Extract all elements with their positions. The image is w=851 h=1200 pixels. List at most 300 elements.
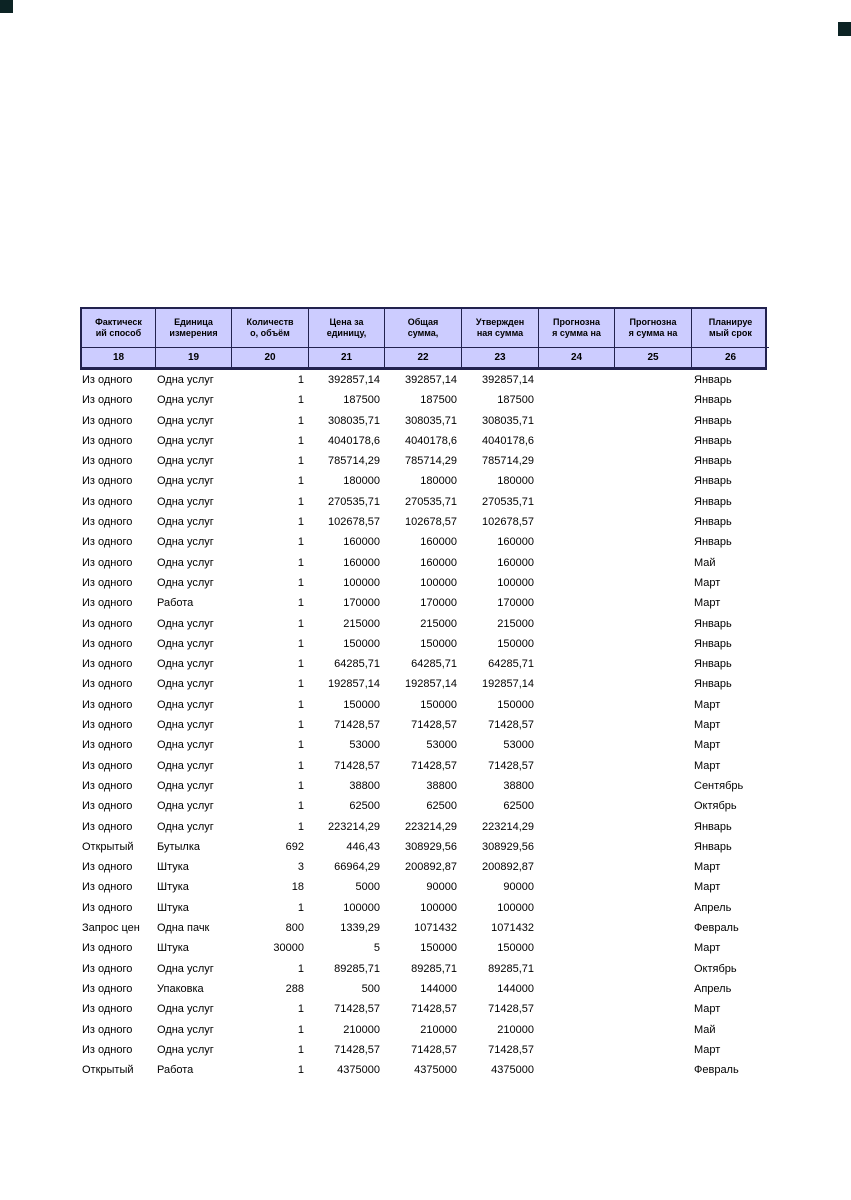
column-number: 23 bbox=[462, 348, 539, 367]
cell-forecast-sum-24 bbox=[537, 837, 613, 857]
cell-method: Из одного bbox=[82, 637, 133, 650]
cell-method: Из одного bbox=[82, 678, 133, 691]
column-header-line2: ий способ bbox=[95, 328, 142, 338]
cell-approved-sum: 150000 bbox=[497, 637, 534, 650]
table-header bbox=[80, 307, 767, 370]
table-row bbox=[80, 634, 767, 654]
cell-forecast-sum-25 bbox=[613, 695, 690, 715]
cell-unit-price: 66964,29 bbox=[334, 861, 380, 874]
column-header bbox=[82, 309, 156, 348]
cell-forecast-sum-24 bbox=[537, 593, 613, 613]
table-row bbox=[80, 695, 767, 715]
cell-quantity: 288 bbox=[285, 982, 304, 995]
cell-planned-month: Май bbox=[694, 556, 716, 569]
cell-planned-month: Январь bbox=[694, 678, 732, 691]
cell-quantity: 1 bbox=[297, 658, 304, 671]
cell-total-sum: 160000 bbox=[420, 536, 457, 549]
cell-forecast-sum-25 bbox=[613, 614, 690, 634]
cell-unit-of-measure: Одна услуг bbox=[157, 739, 214, 752]
cell-forecast-sum-24 bbox=[537, 532, 613, 552]
table-row bbox=[80, 776, 767, 796]
table-row bbox=[80, 1060, 767, 1080]
cell-planned-month: Март bbox=[694, 698, 721, 711]
column-header bbox=[232, 309, 309, 348]
cell-method: Из одного bbox=[82, 1023, 133, 1036]
cell-quantity: 1 bbox=[297, 719, 304, 732]
cell-approved-sum: 210000 bbox=[497, 1023, 534, 1036]
cell-unit-of-measure: Бутылка bbox=[157, 840, 201, 853]
cell-unit-of-measure: Одна услуг bbox=[157, 800, 214, 813]
cell-unit-price: 308035,71 bbox=[328, 414, 380, 427]
cell-forecast-sum-24 bbox=[537, 1040, 613, 1060]
column-header-line2: сумма, bbox=[407, 328, 439, 338]
cell-unit-price: 62500 bbox=[349, 800, 380, 813]
cell-planned-month: Январь bbox=[694, 475, 732, 488]
cell-total-sum: 192857,14 bbox=[405, 678, 457, 691]
cell-unit-of-measure: Одна услуг bbox=[157, 495, 214, 508]
column-number: 24 bbox=[539, 348, 615, 367]
cell-forecast-sum-25 bbox=[613, 512, 690, 532]
cell-quantity: 1 bbox=[297, 901, 304, 914]
table-row bbox=[80, 370, 767, 390]
cell-unit-of-measure: Одна услуг bbox=[157, 434, 214, 447]
column-header bbox=[615, 309, 692, 348]
cell-unit-of-measure: Работа bbox=[157, 1064, 194, 1077]
cell-method: Из одного bbox=[82, 455, 133, 468]
cell-forecast-sum-24 bbox=[537, 898, 613, 918]
cell-approved-sum: 150000 bbox=[497, 698, 534, 711]
cell-quantity: 3 bbox=[297, 861, 304, 874]
cell-planned-month: Сентябрь bbox=[694, 779, 744, 792]
cell-unit-price: 102678,57 bbox=[328, 516, 380, 529]
cell-quantity: 1 bbox=[297, 394, 304, 407]
column-number: 26 bbox=[724, 352, 737, 363]
column-header-line1: Прогнозна bbox=[629, 317, 677, 327]
cell-planned-month: Март bbox=[694, 1003, 721, 1016]
cell-forecast-sum-25 bbox=[613, 756, 690, 776]
cell-method: Из одного bbox=[82, 861, 133, 874]
table-row bbox=[80, 938, 767, 958]
cell-planned-month: Январь bbox=[694, 820, 732, 833]
cell-method: Из одного bbox=[82, 536, 133, 549]
cell-unit-price: 192857,14 bbox=[328, 678, 380, 691]
cell-total-sum: 4375000 bbox=[414, 1064, 457, 1077]
cell-forecast-sum-24 bbox=[537, 654, 613, 674]
cell-planned-month: Апрель bbox=[694, 982, 732, 995]
cell-approved-sum: 100000 bbox=[497, 901, 534, 914]
cell-approved-sum: 71428,57 bbox=[488, 1003, 534, 1016]
table-row bbox=[80, 451, 767, 471]
cell-forecast-sum-25 bbox=[613, 817, 690, 837]
cell-unit-of-measure: Упаковка bbox=[157, 982, 204, 995]
cell-quantity: 1 bbox=[297, 455, 304, 468]
cell-total-sum: 89285,71 bbox=[411, 962, 457, 975]
cell-method: Из одного bbox=[82, 556, 133, 569]
cell-approved-sum: 53000 bbox=[503, 739, 534, 752]
cell-method: Из одного bbox=[82, 1003, 133, 1016]
cell-approved-sum: 785714,29 bbox=[482, 455, 534, 468]
cell-forecast-sum-24 bbox=[537, 411, 613, 431]
cell-unit-of-measure: Одна услуг bbox=[157, 455, 214, 468]
cell-unit-of-measure: Штука bbox=[157, 901, 189, 914]
table-row bbox=[80, 898, 767, 918]
cell-unit-price: 270535,71 bbox=[328, 495, 380, 508]
cell-forecast-sum-25 bbox=[613, 898, 690, 918]
cell-method: Из одного bbox=[82, 414, 133, 427]
table-row bbox=[80, 532, 767, 552]
table-row bbox=[80, 471, 767, 491]
cell-forecast-sum-24 bbox=[537, 695, 613, 715]
column-header-line1: Планируе bbox=[708, 317, 753, 327]
cell-approved-sum: 144000 bbox=[497, 982, 534, 995]
column-header-line2: мый срок bbox=[709, 328, 752, 338]
table-row bbox=[80, 1040, 767, 1060]
cell-forecast-sum-24 bbox=[537, 492, 613, 512]
cell-approved-sum: 90000 bbox=[503, 881, 534, 894]
cell-approved-sum: 270535,71 bbox=[482, 495, 534, 508]
cell-unit-of-measure: Штука bbox=[157, 942, 189, 955]
cell-unit-of-measure: Одна услуг bbox=[157, 536, 214, 549]
cell-approved-sum: 215000 bbox=[497, 617, 534, 630]
cell-forecast-sum-24 bbox=[537, 959, 613, 979]
cell-quantity: 1 bbox=[297, 1003, 304, 1016]
cell-approved-sum: 71428,57 bbox=[488, 719, 534, 732]
table-row bbox=[80, 390, 767, 410]
cell-quantity: 1 bbox=[297, 576, 304, 589]
cell-unit-of-measure: Одна услуг bbox=[157, 962, 214, 975]
cell-unit-of-measure: Одна услуг bbox=[157, 516, 214, 529]
column-header-line2: единицу, bbox=[326, 328, 367, 338]
cell-total-sum: 71428,57 bbox=[411, 719, 457, 732]
cell-forecast-sum-25 bbox=[613, 593, 690, 613]
cell-method: Открытый bbox=[82, 840, 134, 853]
cell-forecast-sum-24 bbox=[537, 471, 613, 491]
column-header-line1: Общая bbox=[407, 317, 439, 327]
table-row bbox=[80, 959, 767, 979]
cell-quantity: 1 bbox=[297, 820, 304, 833]
cell-method: Из одного bbox=[82, 597, 133, 610]
cell-unit-of-measure: Штука bbox=[157, 881, 189, 894]
cell-quantity: 1 bbox=[297, 434, 304, 447]
cell-forecast-sum-24 bbox=[537, 1020, 613, 1040]
procurement-table bbox=[80, 307, 767, 1080]
cell-unit-price: 392857,14 bbox=[328, 374, 380, 386]
cell-forecast-sum-25 bbox=[613, 1020, 690, 1040]
cell-unit-price: 4375000 bbox=[337, 1064, 380, 1077]
cell-method: Запрос цен bbox=[82, 922, 140, 935]
cell-forecast-sum-25 bbox=[613, 471, 690, 491]
cell-forecast-sum-25 bbox=[613, 370, 690, 390]
cell-method: Из одного bbox=[82, 779, 133, 792]
table-row bbox=[80, 492, 767, 512]
cell-total-sum: 71428,57 bbox=[411, 759, 457, 772]
cell-forecast-sum-24 bbox=[537, 573, 613, 593]
cell-planned-month: Январь bbox=[694, 455, 732, 468]
corner-mark-top-left bbox=[0, 0, 13, 13]
cell-unit-price: 53000 bbox=[349, 739, 380, 752]
table-row bbox=[80, 715, 767, 735]
cell-unit-price: 180000 bbox=[343, 475, 380, 488]
cell-unit-of-measure: Работа bbox=[157, 597, 194, 610]
cell-unit-price: 71428,57 bbox=[334, 759, 380, 772]
cell-unit-price: 223214,29 bbox=[328, 820, 380, 833]
cell-method: Из одного bbox=[82, 982, 133, 995]
cell-unit-of-measure: Одна услуг bbox=[157, 475, 214, 488]
cell-unit-of-measure: Одна услуг bbox=[157, 759, 214, 772]
cell-unit-price: 71428,57 bbox=[334, 1003, 380, 1016]
cell-forecast-sum-24 bbox=[537, 553, 613, 573]
column-number: 18 bbox=[82, 348, 156, 367]
table-row bbox=[80, 979, 767, 999]
cell-unit-price: 785714,29 bbox=[328, 455, 380, 468]
cell-approved-sum: 71428,57 bbox=[488, 759, 534, 772]
cell-forecast-sum-25 bbox=[613, 553, 690, 573]
column-header-line2: ная сумма bbox=[476, 328, 524, 338]
cell-quantity: 18 bbox=[291, 881, 304, 894]
cell-total-sum: 150000 bbox=[420, 942, 457, 955]
cell-unit-price: 1339,29 bbox=[340, 922, 380, 935]
cell-forecast-sum-24 bbox=[537, 390, 613, 410]
table-row bbox=[80, 512, 767, 532]
cell-method: Открытый bbox=[82, 1064, 134, 1077]
table-row bbox=[80, 654, 767, 674]
cell-forecast-sum-24 bbox=[537, 817, 613, 837]
cell-approved-sum: 4375000 bbox=[491, 1064, 534, 1077]
cell-unit-of-measure: Одна услуг bbox=[157, 719, 214, 732]
cell-forecast-sum-25 bbox=[613, 918, 690, 938]
column-number: 22 bbox=[385, 348, 462, 367]
cell-unit-price: 64285,71 bbox=[334, 658, 380, 671]
column-header-line1: Утвержден bbox=[475, 317, 525, 327]
column-number: 25 bbox=[615, 348, 692, 367]
cell-unit-of-measure: Одна услуг bbox=[157, 1023, 214, 1036]
cell-quantity: 692 bbox=[285, 840, 304, 853]
cell-forecast-sum-24 bbox=[537, 674, 613, 694]
cell-unit-of-measure: Одна услуг bbox=[157, 678, 214, 691]
cell-forecast-sum-24 bbox=[537, 370, 613, 390]
cell-quantity: 1 bbox=[297, 495, 304, 508]
cell-planned-month: Январь bbox=[694, 434, 732, 447]
column-header bbox=[309, 309, 385, 348]
column-header bbox=[692, 309, 769, 348]
table-row bbox=[80, 837, 767, 857]
cell-total-sum: 90000 bbox=[426, 881, 457, 894]
cell-total-sum: 100000 bbox=[420, 901, 457, 914]
cell-method: Из одного bbox=[82, 516, 133, 529]
cell-forecast-sum-25 bbox=[613, 634, 690, 654]
table-row bbox=[80, 796, 767, 816]
cell-approved-sum: 192857,14 bbox=[482, 678, 534, 691]
cell-planned-month: Май bbox=[694, 1023, 716, 1036]
column-header bbox=[385, 309, 462, 348]
table-row bbox=[80, 817, 767, 837]
cell-quantity: 1 bbox=[297, 536, 304, 549]
cell-unit-price: 500 bbox=[361, 982, 380, 995]
cell-quantity: 1 bbox=[297, 779, 304, 792]
cell-total-sum: 308929,56 bbox=[405, 840, 457, 853]
corner-mark-right bbox=[838, 22, 851, 36]
cell-quantity: 1 bbox=[297, 414, 304, 427]
cell-quantity: 1 bbox=[297, 678, 304, 691]
cell-forecast-sum-24 bbox=[537, 1060, 613, 1080]
column-header-line1: Фактическ bbox=[95, 317, 142, 327]
cell-total-sum: 4040178,6 bbox=[405, 434, 457, 447]
cell-approved-sum: 160000 bbox=[497, 556, 534, 569]
cell-unit-of-measure: Одна услуг bbox=[157, 637, 214, 650]
cell-unit-of-measure: Одна услуг bbox=[157, 658, 214, 671]
cell-unit-price: 5 bbox=[373, 942, 380, 955]
cell-planned-month: Январь bbox=[694, 516, 732, 529]
cell-unit-of-measure: Одна услуг bbox=[157, 556, 214, 569]
cell-unit-of-measure: Штука bbox=[157, 861, 189, 874]
cell-method: Из одного bbox=[82, 475, 133, 488]
cell-planned-month: Март bbox=[694, 597, 721, 610]
cell-total-sum: 102678,57 bbox=[405, 516, 457, 529]
cell-planned-month: Январь bbox=[694, 658, 732, 671]
cell-method: Из одного bbox=[82, 1043, 133, 1056]
cell-quantity: 1 bbox=[297, 739, 304, 752]
cell-quantity: 1 bbox=[297, 1023, 304, 1036]
table-row bbox=[80, 857, 767, 877]
cell-approved-sum: 38800 bbox=[503, 779, 534, 792]
cell-quantity: 1 bbox=[297, 556, 304, 569]
column-header bbox=[539, 309, 615, 348]
cell-forecast-sum-25 bbox=[613, 796, 690, 816]
column-header-line1: Прогнозна bbox=[553, 317, 600, 327]
cell-unit-price: 150000 bbox=[343, 698, 380, 711]
table-body bbox=[80, 370, 767, 1080]
cell-planned-month: Апрель bbox=[694, 901, 732, 914]
column-header-line2: о, объём bbox=[250, 328, 290, 338]
cell-unit-price: 89285,71 bbox=[334, 962, 380, 975]
cell-approved-sum: 187500 bbox=[497, 394, 534, 407]
cell-unit-price: 150000 bbox=[343, 637, 380, 650]
cell-quantity: 1 bbox=[297, 374, 304, 386]
cell-forecast-sum-25 bbox=[613, 999, 690, 1019]
cell-method: Из одного bbox=[82, 800, 133, 813]
cell-planned-month: Январь bbox=[694, 617, 732, 630]
cell-total-sum: 187500 bbox=[420, 394, 457, 407]
cell-forecast-sum-24 bbox=[537, 715, 613, 735]
cell-quantity: 30000 bbox=[273, 942, 304, 955]
cell-total-sum: 392857,14 bbox=[405, 374, 457, 386]
table-row bbox=[80, 918, 767, 938]
cell-unit-of-measure: Одна услуг bbox=[157, 394, 214, 407]
cell-planned-month: Март bbox=[694, 1043, 721, 1056]
cell-total-sum: 270535,71 bbox=[405, 495, 457, 508]
cell-approved-sum: 180000 bbox=[497, 475, 534, 488]
cell-unit-price: 100000 bbox=[343, 576, 380, 589]
cell-planned-month: Март bbox=[694, 759, 721, 772]
table-row bbox=[80, 573, 767, 593]
cell-forecast-sum-24 bbox=[537, 634, 613, 654]
cell-forecast-sum-25 bbox=[613, 532, 690, 552]
table-row bbox=[80, 411, 767, 431]
cell-quantity: 1 bbox=[297, 637, 304, 650]
cell-planned-month: Январь bbox=[694, 495, 732, 508]
cell-unit-of-measure: Одна услуг bbox=[157, 576, 214, 589]
cell-total-sum: 210000 bbox=[420, 1023, 457, 1036]
cell-planned-month: Февраль bbox=[694, 1064, 739, 1077]
column-header-line1: Единица bbox=[174, 317, 213, 327]
cell-forecast-sum-25 bbox=[613, 857, 690, 877]
cell-planned-month: Январь bbox=[694, 536, 732, 549]
table-row bbox=[80, 674, 767, 694]
cell-forecast-sum-24 bbox=[537, 918, 613, 938]
cell-total-sum: 62500 bbox=[426, 800, 457, 813]
cell-unit-of-measure: Одна услуг bbox=[157, 820, 214, 833]
column-header-line2: измерения bbox=[169, 328, 218, 338]
cell-forecast-sum-25 bbox=[613, 674, 690, 694]
cell-total-sum: 785714,29 bbox=[405, 455, 457, 468]
cell-forecast-sum-24 bbox=[537, 857, 613, 877]
cell-quantity: 1 bbox=[297, 800, 304, 813]
cell-unit-price: 160000 bbox=[343, 536, 380, 549]
cell-method: Из одного bbox=[82, 942, 133, 955]
table-row bbox=[80, 553, 767, 573]
cell-method: Из одного bbox=[82, 374, 133, 386]
cell-approved-sum: 71428,57 bbox=[488, 1043, 534, 1056]
cell-forecast-sum-25 bbox=[613, 877, 690, 897]
table-row bbox=[80, 1020, 767, 1040]
cell-total-sum: 64285,71 bbox=[411, 658, 457, 671]
cell-total-sum: 160000 bbox=[420, 556, 457, 569]
cell-approved-sum: 308035,71 bbox=[482, 414, 534, 427]
cell-approved-sum: 223214,29 bbox=[482, 820, 534, 833]
cell-total-sum: 53000 bbox=[426, 739, 457, 752]
cell-planned-month: Февраль bbox=[694, 922, 739, 935]
cell-quantity: 1 bbox=[297, 759, 304, 772]
cell-forecast-sum-24 bbox=[537, 756, 613, 776]
cell-method: Из одного bbox=[82, 495, 133, 508]
cell-total-sum: 150000 bbox=[420, 637, 457, 650]
cell-unit-price: 4040178,6 bbox=[328, 434, 380, 447]
cell-approved-sum: 308929,56 bbox=[482, 840, 534, 853]
cell-planned-month: Март bbox=[694, 942, 721, 955]
cell-method: Из одного bbox=[82, 434, 133, 447]
cell-method: Из одного bbox=[82, 820, 133, 833]
cell-approved-sum: 200892,87 bbox=[482, 861, 534, 874]
column-header-line1: Количеств bbox=[246, 317, 294, 327]
cell-quantity: 1 bbox=[297, 962, 304, 975]
cell-approved-sum: 4040178,6 bbox=[482, 434, 534, 447]
cell-unit-of-measure: Одна услуг bbox=[157, 374, 214, 386]
cell-unit-of-measure: Одна услуг bbox=[157, 414, 214, 427]
cell-total-sum: 1071432 bbox=[414, 922, 457, 935]
cell-total-sum: 200892,87 bbox=[405, 861, 457, 874]
cell-approved-sum: 100000 bbox=[497, 576, 534, 589]
cell-forecast-sum-25 bbox=[613, 979, 690, 999]
cell-planned-month: Январь bbox=[694, 394, 732, 407]
cell-planned-month: Октябрь bbox=[694, 962, 737, 975]
cell-method: Из одного bbox=[82, 617, 133, 630]
cell-unit-price: 5000 bbox=[355, 881, 380, 894]
column-header bbox=[462, 309, 539, 348]
cell-planned-month: Март bbox=[694, 719, 721, 732]
cell-unit-of-measure: Одна услуг bbox=[157, 1003, 214, 1016]
table-row bbox=[80, 614, 767, 634]
cell-forecast-sum-25 bbox=[613, 451, 690, 471]
cell-total-sum: 71428,57 bbox=[411, 1003, 457, 1016]
cell-forecast-sum-24 bbox=[537, 776, 613, 796]
cell-approved-sum: 150000 bbox=[497, 942, 534, 955]
cell-approved-sum: 89285,71 bbox=[488, 962, 534, 975]
cell-forecast-sum-24 bbox=[537, 796, 613, 816]
cell-total-sum: 150000 bbox=[420, 698, 457, 711]
cell-unit-price: 71428,57 bbox=[334, 719, 380, 732]
cell-forecast-sum-24 bbox=[537, 614, 613, 634]
cell-forecast-sum-24 bbox=[537, 735, 613, 755]
